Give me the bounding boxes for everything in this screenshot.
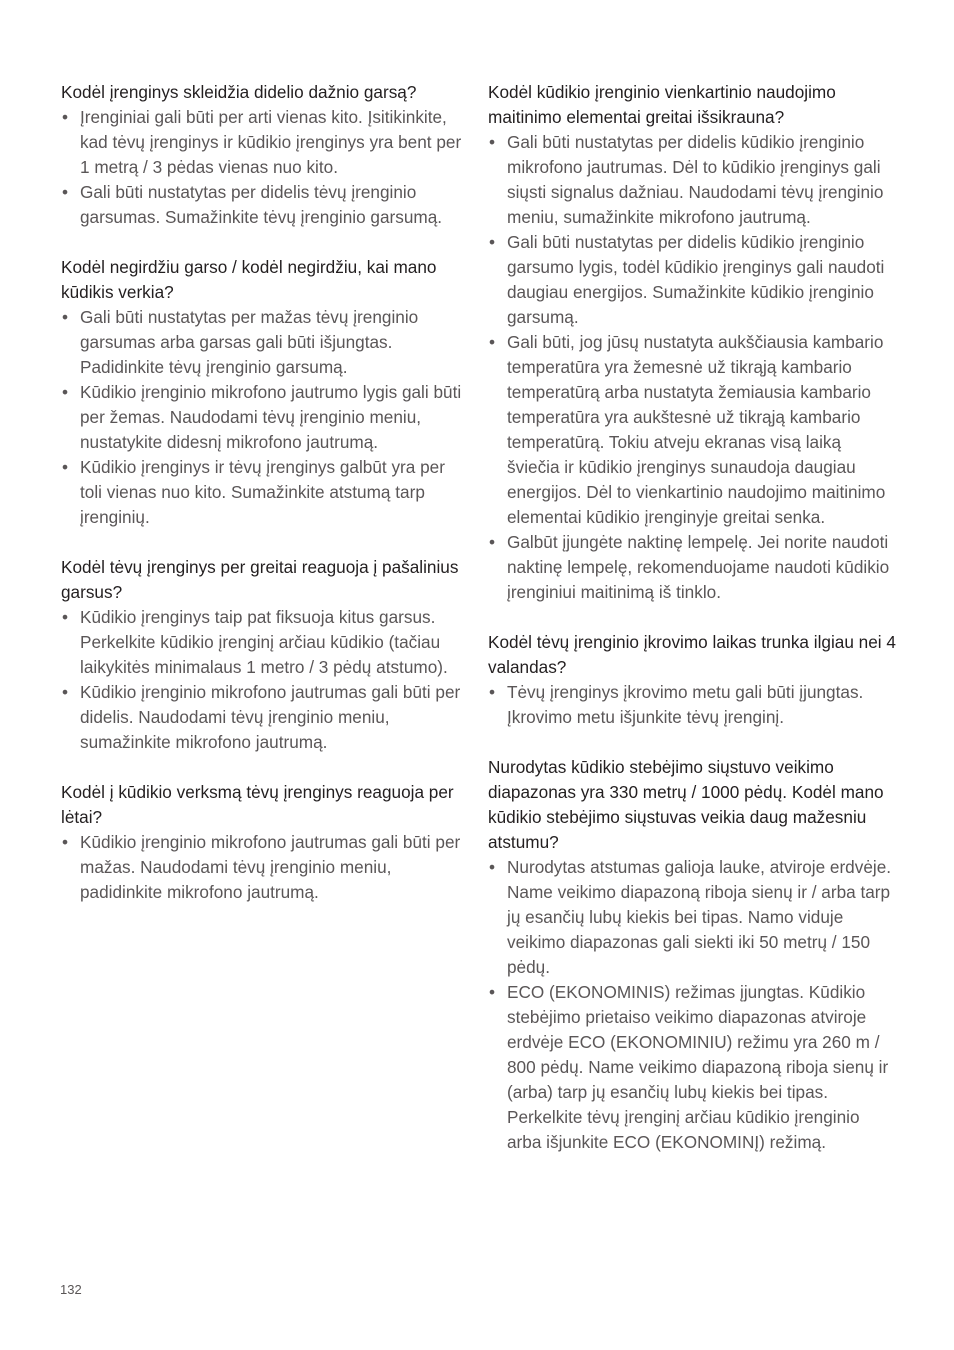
faq-section [488,630,896,730]
faq-answer-list [488,680,896,730]
faq-question: Nurodytas kūdikio stebėjimo siųstuvo veikimo diapazonas yra 330 metrų / 1000 pėdų. Kodėl mano kūdikio stebėjimo siųstuvas veikia daug mažesniu atstumu? [488,757,884,852]
faq-answer-item [61,380,463,455]
bullet-icon: • [489,682,496,702]
bullet-icon: • [489,982,496,1002]
faq-answer-item [488,330,896,530]
faq-answer-text: Gali būti nustatytas per didelis kūdikio įrenginio mikrofono jautrumas. Dėl to kūdikio įrenginys gali siųsti signalus dažniau. Naudodami tėvų įrenginio meniu, sumažinkite mikrofono jautrumą. [507,132,884,227]
bullet-icon: • [62,182,69,202]
faq-answer-text: Kūdikio įrenginio mikrofono jautrumas gali būti per didelis. Naudodami tėvų įrenginio meniu, sumažinkite mikrofono jautrumą. [80,682,461,752]
faq-answer-item [61,680,463,755]
faq-answer-list [61,605,463,755]
bullet-icon: • [489,232,496,252]
faq-answer-item [61,605,463,680]
faq-answer-list [61,105,463,230]
faq-section [488,755,896,1155]
faq-answer-text: Kūdikio įrenginys taip pat fiksuoja kitus garsus. Perkelkite kūdikio įrenginį arčiau kūdikio (tačiau laikykitės minimalaus 1 metro / 3 pėdų atstumo). [80,607,448,677]
bullet-icon: • [62,307,69,327]
faq-answer-text: Gali būti nustatytas per didelis kūdikio įrenginio garsumo lygis, todėl kūdikio įrenginys gali naudoti daugiau energijos. Sumažinkite kūdikio įrenginio garsumą. [507,232,885,327]
bullet-icon: • [62,682,69,702]
faq-answer-item [61,180,463,230]
faq-answer-item [488,230,896,330]
faq-answer-item [61,455,463,530]
faq-question: Kodėl į kūdikio verksmą tėvų įrenginys reaguoja per lėtai? [61,782,454,827]
faq-answer-item [488,855,896,980]
faq-answer-item [488,680,896,730]
faq-answer-text: Kūdikio įrenginio mikrofono jautrumas gali būti per mažas. Naudodami tėvų įrenginio meniu, padidinkite mikrofono jautrumą. [80,832,461,902]
bullet-icon: • [62,607,69,627]
page-number: 132 [60,1282,82,1297]
faq-question: Kodėl tėvų įrenginio įkrovimo laikas trunka ilgiau nei 4 valandas? [488,632,896,677]
bullet-icon: • [489,132,496,152]
faq-section [61,780,463,905]
faq-answer-item [61,105,463,180]
bullet-icon: • [62,382,69,402]
faq-answer-text: Gali būti nustatytas per mažas tėvų įrenginio garsumas arba garsas gali būti išjungtas. Padidinkite tėvų įrenginio garsumą. [80,307,419,377]
faq-question: Kodėl negirdžiu garso / kodėl negirdžiu, kai mano kūdikis verkia? [61,257,437,302]
bullet-icon: • [489,532,496,552]
faq-answer-text: Gali būti, jog jūsų nustatyta aukščiausia kambario temperatūra yra žemesnė už tikrąją kambario temperatūrą arba nustatyta žemiausia kambario temperatūra yra aukštesnė už tikrąją kambario temperatūrą. Tokiu atveju ekranas visą laiką šviečia ir kūdikio įrenginys sunaudoja daugiau energijos. Dėl to vienkartinio naudojimo maitinimo elementai kūdikio įrenginyje greitai senka. [507,332,886,527]
left-column [61,80,463,930]
faq-answer-text: Kūdikio įrenginio mikrofono jautrumo lygis gali būti per žemas. Naudodami tėvų įrenginio meniu, nustatykite didesnį mikrofono jautrumą. [80,382,462,452]
faq-answer-list [61,305,463,530]
right-column [488,80,896,1180]
faq-answer-list [488,130,896,605]
faq-answer-item [488,980,896,1155]
faq-answer-text: Kūdikio įrenginys ir tėvų įrenginys galbūt yra per toli vienas nuo kito. Sumažinkite atstumą tarp įrenginių. [80,457,445,527]
bullet-icon: • [62,832,69,852]
faq-question: Kodėl įrenginys skleidžia didelio dažnio garsą? [61,82,417,102]
faq-answer-item [488,130,896,230]
faq-question: Kodėl tėvų įrenginys per greitai reaguoja į pašalinius garsus? [61,557,459,602]
bullet-icon: • [62,107,69,127]
faq-answer-text: Nurodytas atstumas galioja lauke, atviroje erdvėje. Name veikimo diapazoną riboja sienų ir / arba tarp jų esančių lubų kiekis bei tipas. Namo viduje veikimo diapazonas gali siekti iki 50 metrų / 150 pėdų. [507,857,892,977]
faq-answer-item [61,305,463,380]
faq-answer-list [488,855,896,1155]
faq-section [61,555,463,755]
bullet-icon: • [489,332,496,352]
faq-answer-item [61,830,463,905]
faq-answer-text: Galbūt įjungėte naktinę lempelę. Jei norite naudoti naktinę lempelę, rekomenduojame naudoti kūdikio įrenginiui maitinimą iš tinklo. [507,532,890,602]
faq-answer-text: Gali būti nustatytas per didelis tėvų įrenginio garsumas. Sumažinkite tėvų įrenginio garsumą. [80,182,443,227]
faq-section [488,80,896,605]
bullet-icon: • [62,457,69,477]
faq-section [61,255,463,530]
faq-section [61,80,463,230]
faq-answer-text: Įrenginiai gali būti per arti vienas kito. Įsitikinkite, kad tėvų įrenginys ir kūdikio įrenginys yra bent per 1 metrą / 3 pėdas vienas nuo kito. [80,107,462,177]
faq-answer-item [488,530,896,605]
faq-answer-text: Tėvų įrenginys įkrovimo metu gali būti įjungtas. Įkrovimo metu išjunkite tėvų įrenginį. [507,682,864,727]
bullet-icon: • [489,857,496,877]
faq-answer-text: ECO (EKONOMINIS) režimas įjungtas. Kūdikio stebėjimo prietaiso veikimo diapazonas atviroje erdvėje ECO (EKONOMINIU) režimu yra 260 m / 800 pėdų. Name veikimo diapazoną riboja sienų ir (arba) tarp jų esančių lubų kiekis bei tipas. Perkelkite tėvų įrenginį arčiau kūdikio įrenginio arba išjunkite ECO (EKONOMINĮ) režimą. [507,982,889,1152]
faq-answer-list [61,830,463,905]
faq-question: Kodėl kūdikio įrenginio vienkartinio naudojimo maitinimo elementai greitai išsikrauna? [488,82,836,127]
